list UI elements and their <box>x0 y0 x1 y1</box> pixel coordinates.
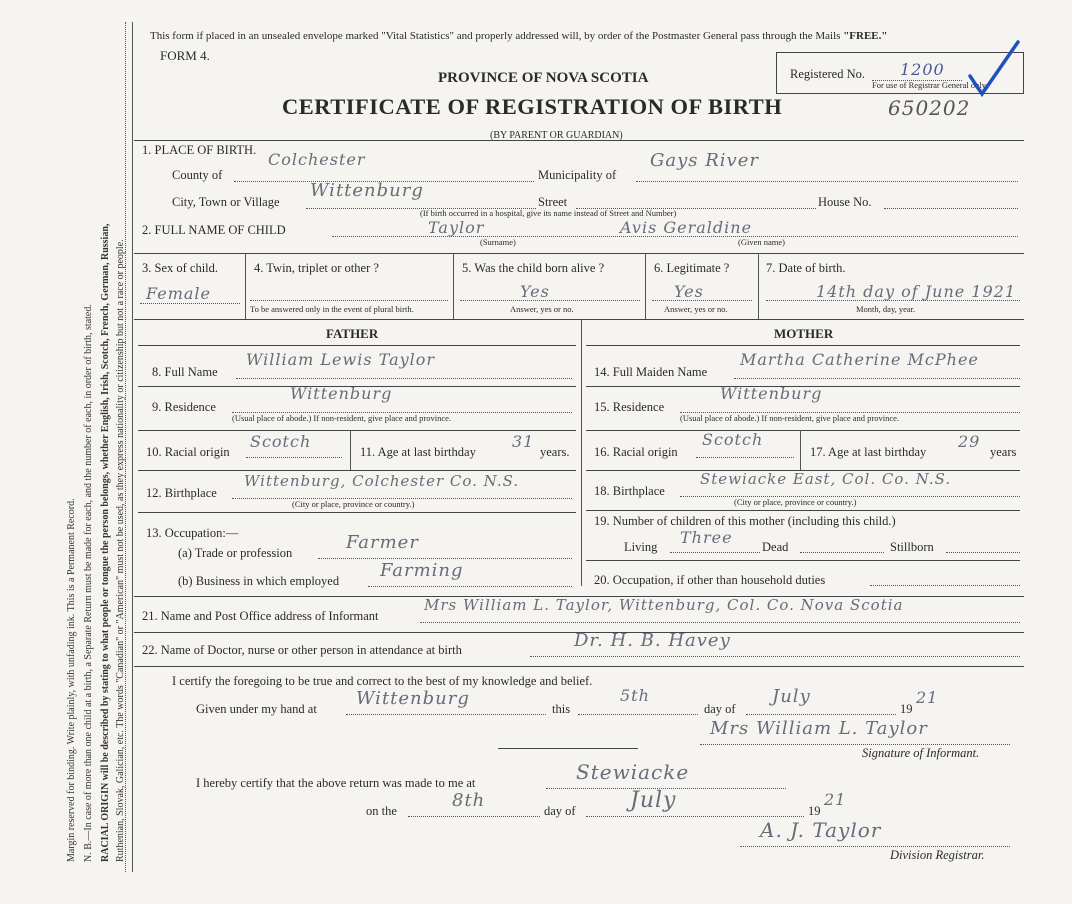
this-label: this <box>552 702 571 716</box>
month-value: July <box>772 686 811 707</box>
city-label: City, Town or Village <box>172 195 280 209</box>
given-under-label: Given under my hand at <box>196 702 317 716</box>
registrar-month-line <box>586 816 804 817</box>
mother-race-divider <box>800 430 801 470</box>
row3-top <box>134 253 1024 254</box>
row3-div-3 <box>645 253 646 319</box>
short-rule <box>498 748 638 749</box>
mother-occupation-line <box>870 585 1020 586</box>
mother-dead-label: Dead <box>762 540 789 554</box>
hospital-note: (If birth occurred in a hospital, give its name instead of Street and Number) <box>420 208 677 218</box>
mother-name-line <box>734 378 1020 379</box>
page-title: CERTIFICATE OF REGISTRATION OF BIRTH <box>282 94 783 119</box>
mother-age-label: 17. Age at last birthday <box>810 445 927 459</box>
father-age-label: 11. Age at last birthday <box>360 445 476 459</box>
mother-birthplace-label: 18. Birthplace <box>594 484 665 498</box>
child-given-name: Avis Geraldine <box>620 218 753 237</box>
father-row-12 <box>138 512 576 513</box>
mother-stillborn-line <box>946 552 1020 553</box>
alive-note: Answer, yes or no. <box>510 304 574 314</box>
mother-stillborn-label: Stillborn <box>890 540 934 554</box>
informant-signature: Mrs William L. Taylor <box>710 718 928 739</box>
mother-living-value: Three <box>680 528 733 547</box>
row3-div-4 <box>758 253 759 319</box>
father-residence-value: Wittenburg <box>290 384 393 403</box>
twin-note: To be answered only in the event of plural birth. <box>250 304 414 314</box>
father-residence-note: (Usual place of abode.) If non-resident, give place and province. <box>232 413 452 423</box>
parents-heading-rule-right <box>586 345 1020 346</box>
given-caption: (Given name) <box>738 237 785 247</box>
registrar-caption: Division Registrar. <box>890 848 985 862</box>
margin-note-3: RACIAL ORIGIN will be described by stating to what people or tongue the person belongs, whether English, Irish, Scotch, French, German, Russian, <box>100 223 111 862</box>
father-business-line <box>368 586 572 587</box>
county-value: Colchester <box>268 150 366 169</box>
legitimate-note: Answer, yes or no. <box>664 304 728 314</box>
this-line <box>578 714 698 715</box>
registrar-signature-line <box>740 846 1010 847</box>
mother-living-label: Living <box>624 540 658 554</box>
father-residence-label: 9. Residence <box>152 400 216 414</box>
header-rule <box>134 140 1024 141</box>
registered-value: 1200 <box>900 60 945 79</box>
registered-label: Registered No. <box>790 67 865 81</box>
father-name-line <box>236 378 572 379</box>
informant-value: Mrs William L. Taylor, Wittenburg, Col. Co. Nova Scotia <box>424 596 904 614</box>
legitimate-value: Yes <box>674 282 704 301</box>
doctor-value: Dr. H. B. Havey <box>574 630 731 651</box>
mother-row-15 <box>586 430 1020 431</box>
informant-label: 21. Name and Post Office address of Informant <box>142 609 379 623</box>
row3-div-2 <box>453 253 454 319</box>
birth-date-value: 14th day of June 1921 <box>816 282 1017 301</box>
mail-notice: This form if placed in an unsealed envelope marked "Vital Statistics" and properly addressed will, by order of the Postmaster General pass through the Mails "FREE." <box>150 30 888 42</box>
subtitle: (BY PARENT OR GUARDIAN) <box>490 130 623 141</box>
surname-caption: (Surname) <box>480 237 516 247</box>
father-age-unit: years. <box>540 445 570 459</box>
father-race-line <box>246 457 342 458</box>
sex-line <box>140 303 240 304</box>
mother-age-value: 29 <box>958 432 981 451</box>
father-trade-label: (a) Trade or profession <box>178 546 293 560</box>
row3-div-1 <box>245 253 246 319</box>
mother-name-label: 14. Full Maiden Name <box>594 365 708 379</box>
municipality-line <box>636 181 1018 182</box>
sex-label: 3. Sex of child. <box>142 261 219 275</box>
mother-occupation-label: 20. Occupation, if other than household duties <box>594 573 826 587</box>
mother-residence-value: Wittenburg <box>720 384 823 403</box>
left-margin-line <box>125 22 126 872</box>
father-heading: FATHER <box>326 326 379 341</box>
alive-label: 5. Was the child born alive ? <box>462 261 605 275</box>
father-business-label: (b) Business in which employed <box>178 574 340 588</box>
mother-name-value: Martha Catherine McPhee <box>740 350 979 369</box>
father-race-label: 10. Racial origin <box>146 445 230 459</box>
house-label: House No. <box>818 195 872 209</box>
place-of-birth-label: 1. PLACE OF BIRTH. <box>142 143 257 157</box>
left-frame-line <box>132 22 133 872</box>
margin-note-1: Margin reserved for binding. Write plainly, with unfading ink. This is a Permanent Record. <box>66 498 77 862</box>
this-value: 5th <box>620 686 650 705</box>
registrar-year-value: 21 <box>824 790 847 809</box>
doctor-line <box>530 656 1020 657</box>
mother-row-18 <box>586 510 1020 511</box>
registrar-year-prefix: 19 <box>808 804 821 818</box>
father-race-value: Scotch <box>250 432 312 451</box>
mother-row-19 <box>586 560 1020 561</box>
alive-line <box>460 300 640 301</box>
father-row-9 <box>138 430 576 431</box>
municipality-label: Municipality of <box>538 168 617 182</box>
doctor-label: 22. Name of Doctor, nurse or other person in attendance at birth <box>142 643 462 657</box>
father-name-label: 8. Full Name <box>152 365 218 379</box>
father-age-value: 31 <box>512 432 535 451</box>
registrar-month-value: July <box>630 788 677 813</box>
year-prefix: 19 <box>900 702 913 716</box>
row3-bottom <box>134 319 1024 320</box>
margin-note-4: Ruthenian, Slovak, Galician, etc. The words "Canadian" or "American" must not be used, as they express nationality or citizenship but not a race or people. <box>115 239 126 862</box>
province-heading: PROVINCE OF NOVA SCOTIA <box>438 70 649 86</box>
mother-race-value: Scotch <box>702 430 764 449</box>
mother-living-line <box>670 552 760 553</box>
street-label: Street <box>538 195 568 209</box>
sex-value: Female <box>146 284 211 303</box>
registrar-day-line <box>408 816 540 817</box>
mother-heading: MOTHER <box>774 326 834 341</box>
child-surname: Taylor <box>428 218 485 237</box>
birth-date-line <box>766 300 1020 301</box>
father-name-value: William Lewis Taylor <box>246 350 436 369</box>
house-line <box>884 208 1018 209</box>
margin-note-2: N. B.—In case of more than one child at a birth, a Separate Return must be made for each, and the number of each, in order of birth, stated. <box>83 304 94 862</box>
month-line <box>746 714 896 715</box>
mother-children-label: 19. Number of children of this mother (including this child.) <box>594 514 896 528</box>
legitimate-label: 6. Legitimate ? <box>654 261 730 275</box>
mother-dead-line <box>800 552 884 553</box>
informant-line <box>420 622 1020 623</box>
signature-caption: Signature of Informant. <box>862 746 980 760</box>
parents-divider <box>581 319 582 586</box>
father-business-value: Farming <box>380 560 464 581</box>
checkmark-icon <box>966 38 1022 103</box>
county-label: County of <box>172 168 223 182</box>
father-trade-line <box>318 558 572 559</box>
mother-residence-label: 15. Residence <box>594 400 665 414</box>
parents-heading-rule-left <box>138 345 576 346</box>
on-the-label: on the <box>366 804 397 818</box>
registrar-signature: A. J. Taylor <box>760 818 882 842</box>
certify-statement: I certify the foregoing to be true and correct to the best of my knowledge and belief. <box>172 674 593 688</box>
form-number: FORM 4. <box>160 48 210 63</box>
birth-date-label: 7. Date of birth. <box>766 261 846 275</box>
signature-line <box>700 744 1010 745</box>
father-birthplace-value: Wittenburg, Colchester Co. N.S. <box>244 472 520 490</box>
father-birthplace-label: 12. Birthplace <box>146 486 217 500</box>
twin-label: 4. Twin, triplet or other ? <box>254 261 379 275</box>
legitimate-line <box>652 300 752 301</box>
twin-line <box>250 300 448 301</box>
mother-birthplace-value: Stewiacke East, Col. Co. N.S. <box>700 470 952 488</box>
day-of-label: day of <box>704 702 736 716</box>
year-value: 21 <box>916 688 939 707</box>
certificate-number: 650202 <box>888 96 971 120</box>
registrar-day-value: 8th <box>452 790 486 811</box>
alive-value: Yes <box>520 282 550 301</box>
mother-age-unit: years <box>990 445 1017 459</box>
father-race-divider <box>350 430 351 470</box>
city-value: Wittenburg <box>310 180 424 201</box>
mother-race-label: 16. Racial origin <box>594 445 678 459</box>
father-occupation-label: 13. Occupation:— <box>146 526 239 540</box>
municipality-value: Gays River <box>650 150 759 171</box>
given-place-line <box>346 714 546 715</box>
registrar-place-value: Stewiacke <box>576 760 690 784</box>
birth-date-note: Month, day, year. <box>856 304 916 314</box>
doctor-rule <box>134 666 1024 667</box>
mother-residence-note: (Usual place of abode.) If non-resident, give place and province. <box>680 413 900 423</box>
father-row-10 <box>138 470 576 471</box>
mother-race-line <box>696 457 794 458</box>
given-place-value: Wittenburg <box>356 688 470 709</box>
registrar-statement: I hereby certify that the above return was made to me at <box>196 776 476 790</box>
child-name-label: 2. FULL NAME OF CHILD <box>142 223 286 237</box>
registrar-note: For use of Registrar General only. <box>872 80 988 90</box>
mother-birthplace-note: (City or place, province or country.) <box>734 497 857 507</box>
father-trade-value: Farmer <box>346 532 419 553</box>
father-birthplace-note: (City or place, province or country.) <box>292 499 415 509</box>
registrar-day-of: day of <box>544 804 576 818</box>
